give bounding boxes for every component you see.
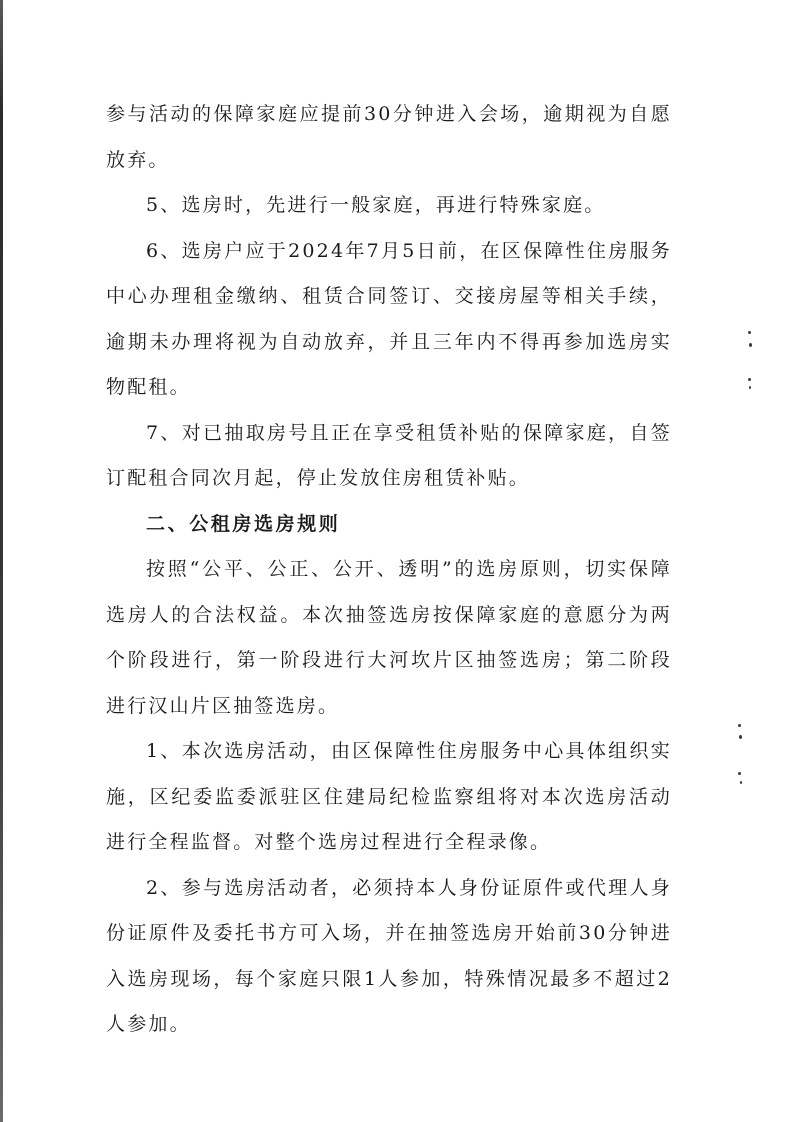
scan-speck	[740, 781, 742, 784]
paragraph-item-5: 5、选房时，先进行一般家庭，再进行特殊家庭。	[146, 194, 606, 216]
paragraph-continued: 参与活动的保障家庭应提前30分钟进入会场，逾期视为自愿放弃。	[106, 103, 672, 171]
scan-edge	[0, 0, 3, 1122]
paragraph-rule-2: 2、参与选房活动者，必须持本人身份证原件或代理人身份证原件及委托书方可入场，并在抽签选房开始前30分钟进入选房现场，每个家庭只限1人参加，特殊情况最多不超过2人参加。	[106, 876, 672, 1035]
paragraph-principle: 按照“公平、公正、公开、透明”的选房原则，切实保障选房人的合法权益。本次抽签选房按保障家庭的意愿分为两个阶段进行，第一阶段进行大河坎片区抽签选房；第二阶段进行汉山片区抽签选房。	[106, 558, 672, 717]
scan-speck	[738, 724, 741, 727]
paragraph-rule-1: 1、本次选房活动，由区保障性住房服务中心具体组织实施，区纪委监委派驻区住建局纪检监察组将对本次选房活动进行全程监督。对整个选房过程进行全程录像。	[106, 740, 672, 853]
scan-speck	[749, 386, 751, 389]
section-heading: 二、公租房选房规则	[146, 512, 341, 535]
document-body	[106, 92, 672, 1048]
scan-speck	[748, 331, 751, 334]
scan-speck	[739, 735, 742, 739]
scan-speck	[748, 378, 751, 381]
paragraph-item-6: 6、选房户应于2024年7月5日前，在区保障性住房服务中心办理租金缴纳、租赁合同签订、交接房屋等相关手续，逾期未办理将视为自动放弃，并且三年内不得再参加选房实物配租。	[106, 239, 672, 398]
scan-speck	[738, 772, 741, 775]
paragraph-item-7: 7、对已抽取房号且正在享受租赁补贴的保障家庭，自签订配租合同次月起，停止发放住房租赁补贴。	[106, 421, 672, 489]
scan-speck	[749, 343, 752, 347]
